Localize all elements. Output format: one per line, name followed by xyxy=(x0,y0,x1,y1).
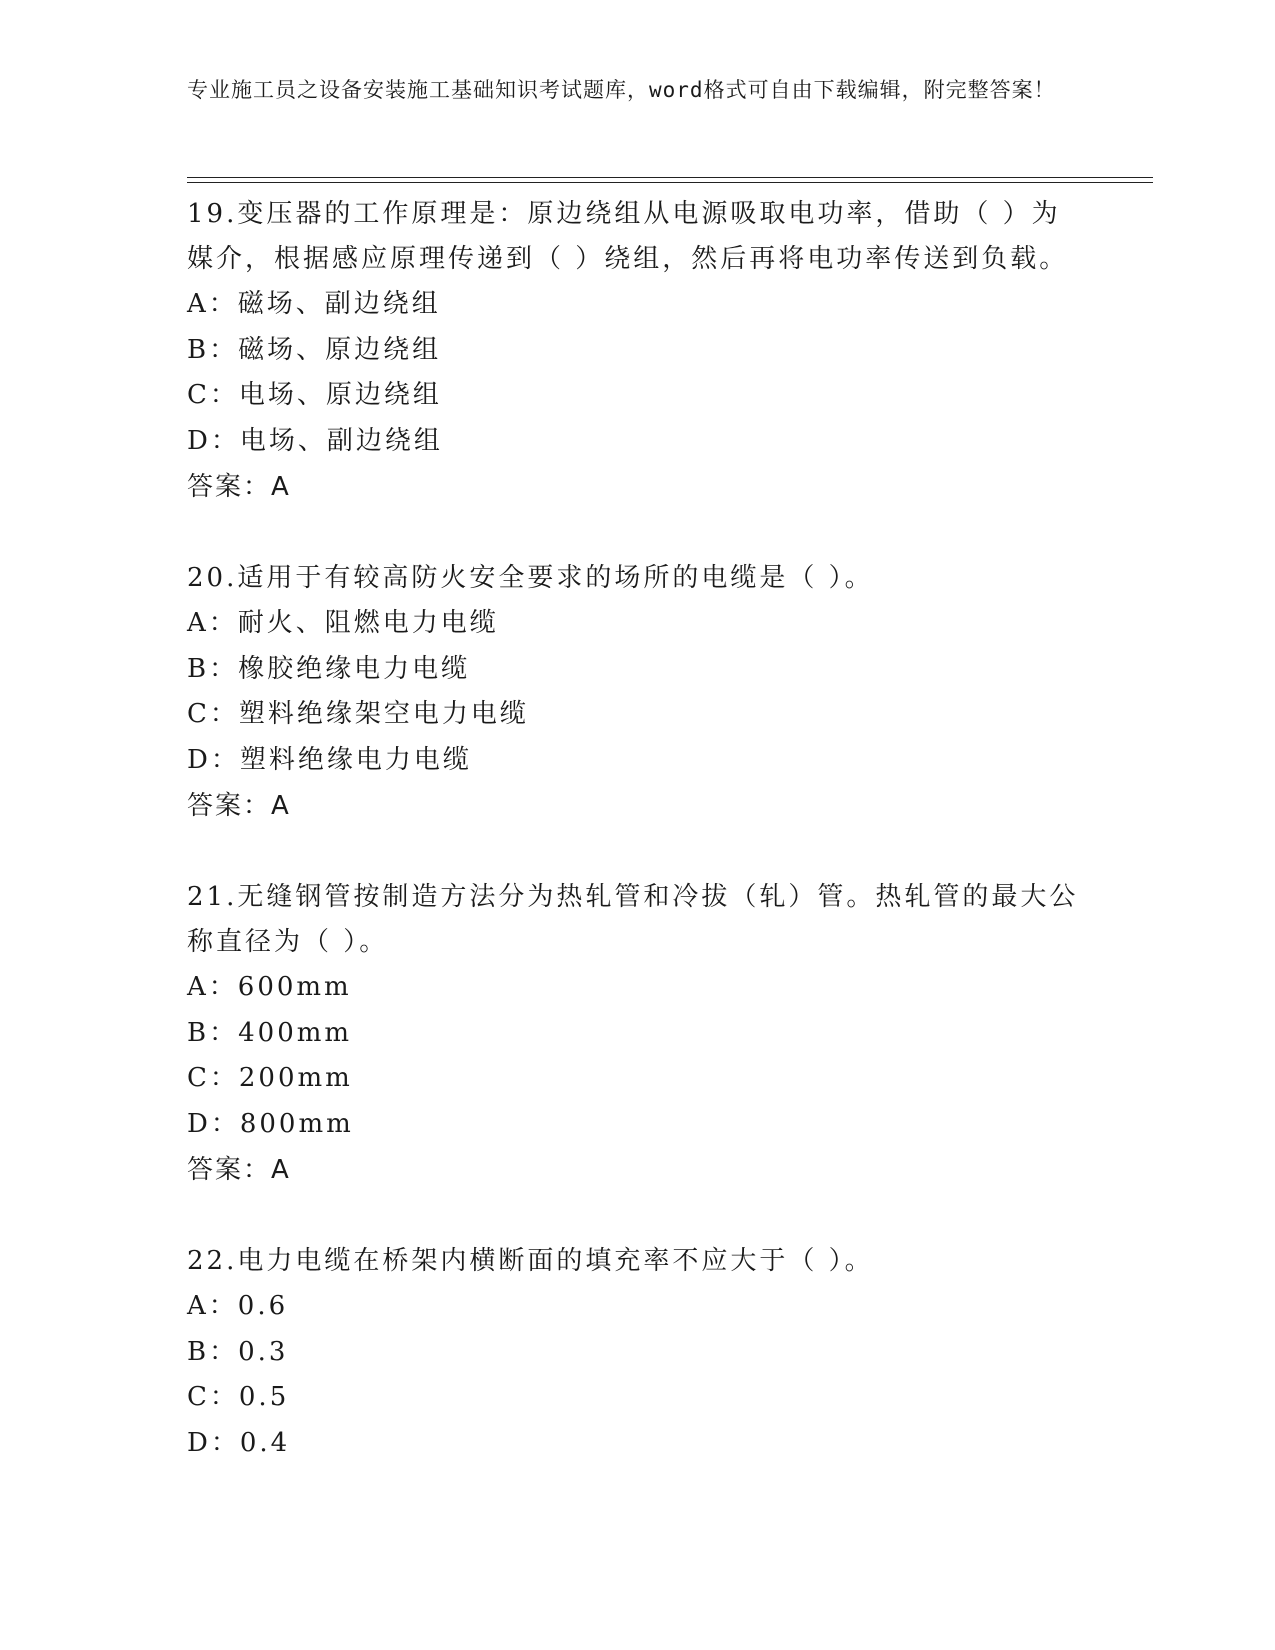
question-stem: 21.无缝钢管按制造方法分为热轧管和冷拔（轧）管。热轧管的最大公称直径为（ ）。 xyxy=(187,882,1079,957)
answer-line: 答案：A xyxy=(187,1155,291,1185)
question-22 xyxy=(187,1239,1087,1466)
question-stem: 20.适用于有较高防火安全要求的场所的电缆是（ ）。 xyxy=(187,563,874,593)
question-20 xyxy=(187,556,1087,829)
option-b: B：400mm xyxy=(187,1017,353,1048)
option-b: B：0.3 xyxy=(187,1336,289,1367)
document-header: 专业施工员之设备安装施工基础知识考试题库，word格式可自由下载编辑，附完整答案！ xyxy=(187,78,1056,102)
option-d: D：0.4 xyxy=(187,1427,291,1458)
option-a: A：600mm xyxy=(187,972,352,1002)
option-d: D：电场、副边绕组 xyxy=(187,425,443,456)
header-divider-bottom xyxy=(187,182,1153,183)
question-21 xyxy=(187,875,1087,1193)
option-c: C：200mm xyxy=(187,1063,353,1093)
question-list xyxy=(187,192,1087,1512)
header-divider-top xyxy=(187,177,1153,178)
question-19 xyxy=(187,192,1087,510)
option-d: D：800mm xyxy=(187,1108,354,1139)
option-a: A：0.6 xyxy=(187,1291,289,1321)
option-a: A：耐火、阻燃电力电缆 xyxy=(187,608,499,638)
answer-line: 答案：A xyxy=(187,791,291,821)
question-stem: 22.电力电缆在桥架内横断面的填充率不应大于（ ）。 xyxy=(187,1246,874,1276)
answer-line: 答案：A xyxy=(187,472,291,502)
option-c: C：电场、原边绕组 xyxy=(187,380,442,410)
option-d: D：塑料绝缘电力电缆 xyxy=(187,744,472,775)
option-b: B：磁场、原边绕组 xyxy=(187,334,442,365)
option-c: C：0.5 xyxy=(187,1382,290,1412)
question-stem: 19.变压器的工作原理是：原边绕组从电源吸取电功率，借助（ ）为媒介，根据感应原理传递到（ ）绕组，然后再将电功率传送到负载。 xyxy=(187,199,1069,274)
option-a: A：磁场、副边绕组 xyxy=(187,289,441,319)
option-c: C：塑料绝缘架空电力电缆 xyxy=(187,699,529,729)
option-b: B：橡胶绝缘电力电缆 xyxy=(187,653,471,684)
